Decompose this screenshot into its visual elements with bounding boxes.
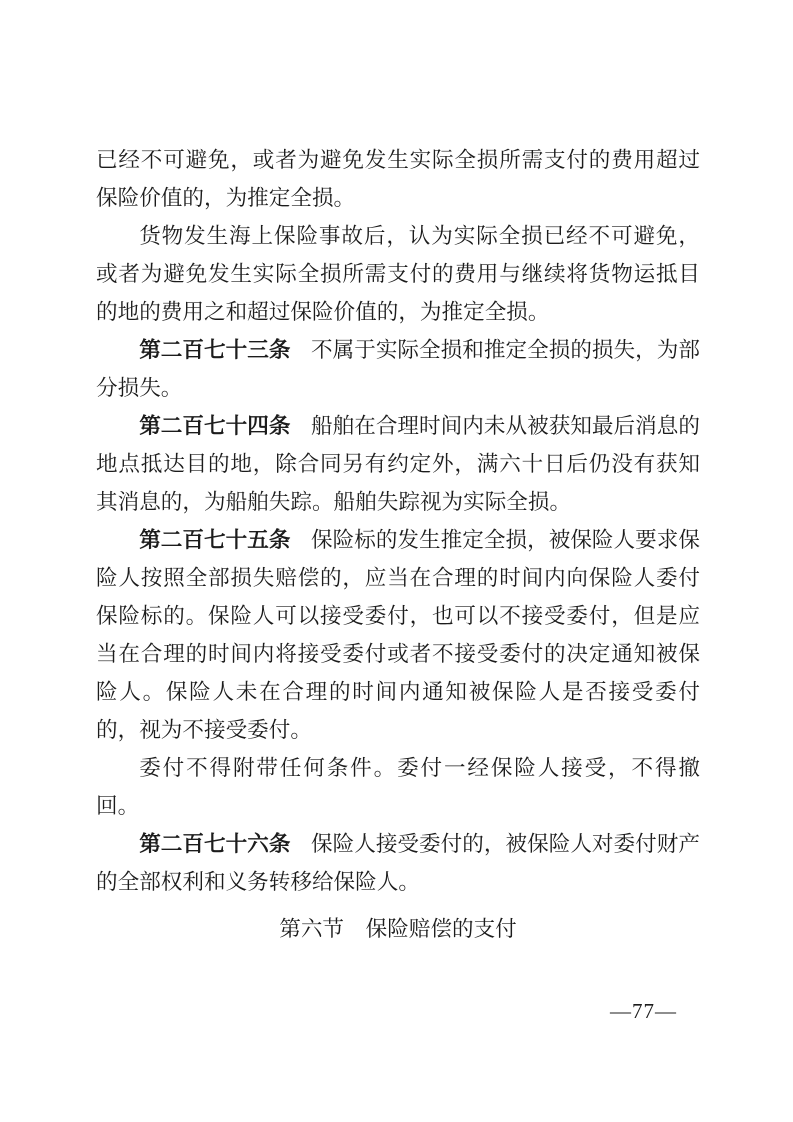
paragraph-article-276	[96, 825, 700, 901]
article-text: 不属于实际全损和推定全损的损失，为部分损失。	[96, 338, 700, 400]
paragraph-continuation	[96, 141, 700, 217]
paragraph-article-273	[96, 331, 700, 407]
article-text: 船舶在合理时间内未从被获知最后消息的地点抵达目的地，除合同另有约定外，满六十日后仍没有获知其消息的，为船舶失踪。船舶失踪视为实际全损。	[96, 414, 700, 514]
article-number: 第二百七十三条	[139, 337, 291, 362]
article-text: 保险人接受委付的，被保险人对委付财产的全部权利和义务转移给保险人。	[96, 832, 700, 894]
legal-text-block	[96, 141, 700, 901]
paragraph-text: 货物发生海上保险事故后，认为实际全损已经不可避免，或者为避免发生实际全损所需支付的费用与继续将货物运抵目的地的费用之和超过保险价值的，为推定全损。	[96, 224, 700, 324]
paragraph-article-274	[96, 407, 700, 521]
paragraph-text: 委付不得附带任何条件。委付一经保险人接受，不得撤回。	[96, 756, 700, 818]
article-number: 第二百七十六条	[139, 831, 291, 856]
paragraph-abandonment	[96, 749, 700, 825]
paragraph-text: 已经不可避免，或者为避免发生实际全损所需支付的费用超过保险价值的，为推定全损。	[96, 148, 700, 210]
article-text: 保险标的发生推定全损，被保险人要求保险人按照全部损失赔偿的，应当在合理的时间内向保险人委付保险标的。保险人可以接受委付，也可以不接受委付，但是应当在合理的时间内将接受委付或者不接受委付的决定通知被保险人。保险人未在合理的时间内通知被保险人是否接受委付的，视为不接受委付。	[96, 528, 700, 742]
section-heading: 第六节 保险赔偿的支付	[279, 917, 517, 941]
paragraph-cargo-ctl	[96, 217, 700, 331]
article-number: 第二百七十五条	[139, 527, 291, 552]
page-number: —77—	[610, 999, 677, 1023]
paragraph-article-275	[96, 521, 700, 749]
article-number: 第二百七十四条	[139, 413, 291, 438]
